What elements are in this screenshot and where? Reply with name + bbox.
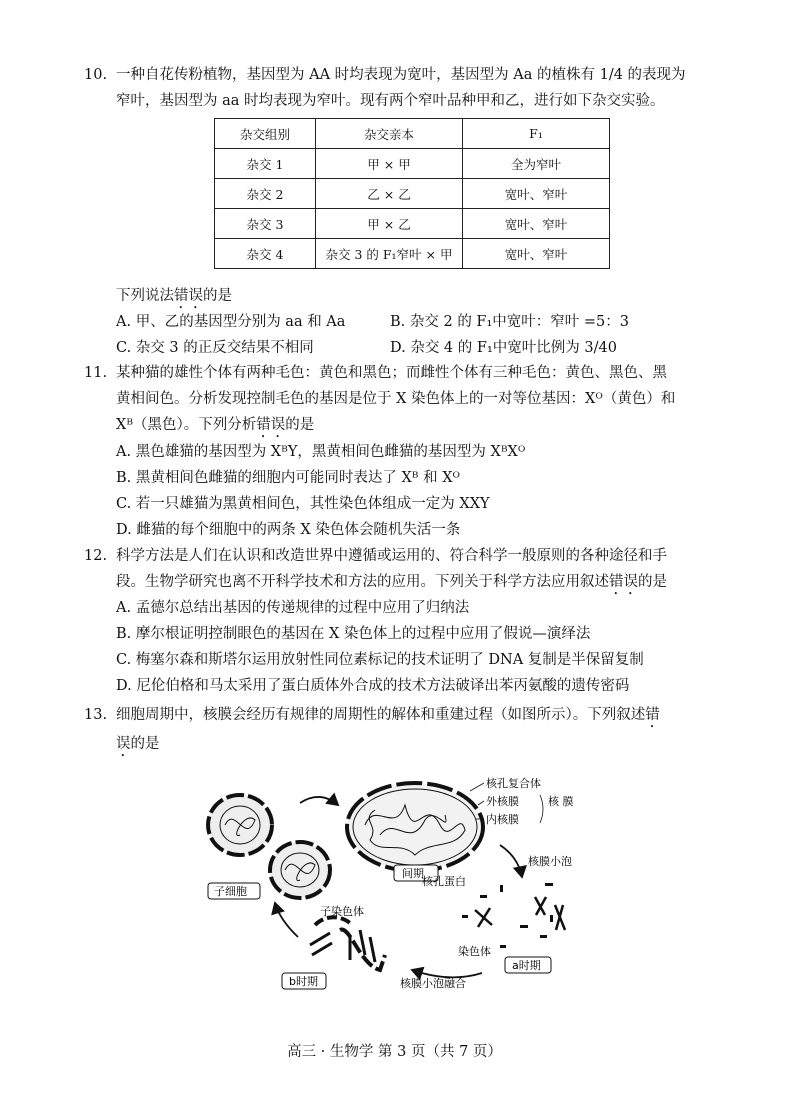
label-fusion: 核膜小泡融合: [400, 977, 466, 990]
table-cell: 宽叶、窄叶: [463, 209, 610, 239]
emphasis-text: 错误: [174, 288, 203, 304]
b-phase-cell: [310, 917, 385, 970]
emphasis-text: 错误: [609, 574, 638, 590]
table-row: [215, 179, 610, 209]
emphasis-text: 误: [116, 736, 131, 752]
option-c: C. 梅塞尔森和斯塔尔运用放射性同位素标记的技术证明了 DNA 复制是半保留复制: [116, 652, 644, 668]
arrow: [300, 797, 338, 805]
label-membrane: 核 膜: [548, 795, 574, 808]
arrow: [500, 845, 522, 877]
question-number: 11.: [84, 365, 108, 381]
leader-line: [478, 801, 484, 805]
leader-line: [470, 783, 484, 791]
question-11: [86, 360, 716, 441]
nuclear-envelope-cycle-figure: [200, 765, 590, 1000]
label-chromosome: 染色体: [458, 945, 491, 958]
option-d: D. 杂交 4 的 F₁中宽叶比例为 3/40: [390, 340, 617, 356]
label-interphase: 间期: [402, 867, 424, 880]
table-row: [215, 149, 610, 179]
interphase-nucleus: [347, 783, 483, 871]
table-cell: 乙 × 乙: [316, 179, 463, 209]
a-phase-cell: [462, 885, 565, 948]
page-footer: 高三 · 生物学 第 3 页（共 7 页）: [287, 1044, 502, 1060]
cross-table: [214, 118, 610, 269]
table-cell: 杂交 3 的 F₁窄叶 × 甲: [316, 239, 463, 269]
question-number: 12.: [84, 548, 108, 564]
label-daughter-chromosome: 子染色体: [320, 905, 364, 918]
label-outer-membrane: 外核膜: [486, 795, 519, 808]
option-b: B. 杂交 2 的 F₁中宽叶：窄叶 =5：3: [390, 314, 630, 330]
table-cell: 甲 × 甲: [316, 149, 463, 179]
bracket: [540, 795, 543, 823]
table-header: 杂交亲本: [316, 119, 463, 149]
option-d: D. 尼伦伯格和马太采用了蛋白质体外合成的技术方法破译出苯丙氨酸的遗传密码: [116, 678, 630, 694]
question-stem: 一种自花传粉植物，基因型为 AA 时均表现为宽叶，基因型为 Aa 的植株有 1/4 的表现为 窄叶，基因型为 aa 时均表现为窄叶。现有两个窄叶品种甲和乙，进行如下杂交实验。: [116, 67, 686, 109]
table-cell: 杂交 4: [215, 239, 316, 269]
question-10: [86, 62, 716, 114]
question-12: [86, 543, 716, 598]
option-b: B. 摩尔根证明控制眼色的基因在 X 染色体上的过程中应用了假说—演绎法: [116, 626, 591, 642]
option-c: C. 杂交 3 的正反交结果不相同: [116, 340, 314, 356]
label-pore-protein: 核孔蛋白: [422, 875, 466, 888]
table-cell: 杂交 3: [215, 209, 316, 239]
label-vesicle: 核膜小泡: [528, 855, 572, 868]
question-13: [86, 702, 716, 760]
question-stem: 某种猫的雄性个体有两种毛色：黄色和黑色；而雌性个体有三种毛色：黄色、黑色、黑 黄相间色。分析发现控制毛色的基因是位于 X 染色体上的一对等位基因：Xᴼ（黄色）和 Xᴮ（黑色）。下列分析错误的是: [116, 365, 676, 433]
question-stem: 细胞周期中，核膜会经历有规律的周期性的解体和重建过程（如图所示）。下列叙述错 误的是: [116, 707, 660, 752]
question-number: 13.: [84, 707, 108, 723]
option-c: C. 若一只雄猫为黑黄相间色，其性染色体组成一定为 XXY: [116, 496, 490, 512]
label-nuclear-pore-complex: 核孔复合体: [486, 777, 541, 790]
arrow: [275, 903, 298, 937]
table-row: [215, 239, 610, 269]
label-daughter-cell: 子细胞: [214, 885, 247, 898]
emphasis-text: 错: [645, 707, 660, 723]
table-row: [215, 209, 610, 239]
table-header-row: [215, 119, 610, 149]
option-a: A. 孟德尔总结出基因的传递规律的过程中应用了归纳法: [116, 600, 470, 616]
label-a-phase: a时期: [512, 959, 541, 972]
table-cell: 宽叶、窄叶: [463, 179, 610, 209]
table-header: F₁: [463, 119, 610, 149]
table-cell: 宽叶、窄叶: [463, 239, 610, 269]
table-header: 杂交组别: [215, 119, 316, 149]
table-cell: 杂交 1: [215, 149, 316, 179]
question-prompt: 下列说法错误的是: [116, 288, 232, 304]
table-cell: 全为窄叶: [463, 149, 610, 179]
option-b: B. 黑黄相间色雌猫的细胞内可能同时表达了 Xᴮ 和 Xᴼ: [116, 470, 461, 486]
label-inner-membrane: 内核膜: [486, 813, 519, 826]
question-stem: 科学方法是人们在认识和改造世界中遵循或运用的、符合科学一般原则的各种途径和手 段。生物学研究也离不开科学技术和方法的应用。下列关于科学方法应用叙述错误的是: [116, 548, 667, 590]
label-b-phase: b时期: [289, 975, 318, 988]
question-number: 10.: [84, 67, 108, 83]
option-a: A. 甲、乙的基因型分别为 aa 和 Aa: [116, 314, 346, 330]
option-d: D. 雌猫的每个细胞中的两条 X 染色体会随机失活一条: [116, 522, 461, 538]
option-a: A. 黑色雄猫的基因型为 XᴮY，黑黄相间色雌猫的基因型为 XᴮXᴼ: [116, 444, 526, 460]
vesicle: [545, 883, 553, 886]
emphasis-text: 错误: [256, 417, 286, 433]
table-cell: 甲 × 乙: [316, 209, 463, 239]
table-cell: 杂交 2: [215, 179, 316, 209]
